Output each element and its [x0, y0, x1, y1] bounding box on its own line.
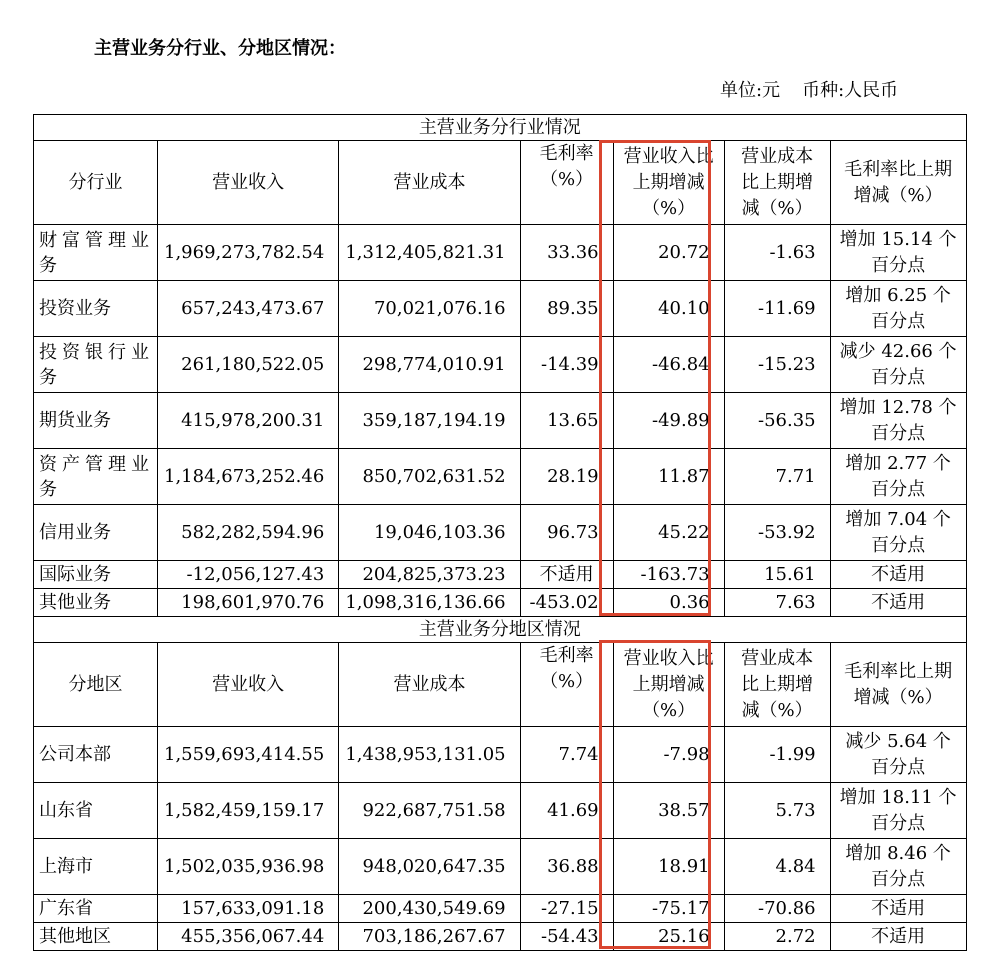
column-header: 营业成本: [339, 141, 520, 225]
cell-value: 1,969,273,782.54: [158, 225, 339, 281]
cell-value: 703,186,267.67: [339, 923, 520, 951]
currency-label: 币种:人民币: [802, 80, 899, 101]
cell-value: 减少 5.64 个百分点: [830, 727, 966, 783]
cell-value: -15.23: [724, 337, 830, 393]
cell-value: 41.69: [520, 783, 613, 839]
table-row: [34, 225, 967, 281]
row-label: 其他业务: [34, 589, 158, 617]
cell-value: 261,180,522.05: [158, 337, 339, 393]
row-label: 投资银行业务: [34, 337, 158, 393]
cell-value: 11.87: [613, 449, 724, 505]
cell-value: 1,438,953,131.05: [339, 727, 520, 783]
cell-value: 298,774,010.91: [339, 337, 520, 393]
column-header: 毛利率（%）: [520, 141, 613, 225]
cell-value: 157,633,091.18: [158, 895, 339, 923]
cell-value: 5.73: [724, 783, 830, 839]
column-header: 分地区: [34, 643, 158, 727]
industry-section-title: 主营业务分行业情况: [34, 115, 967, 141]
cell-value: 70,021,076.16: [339, 281, 520, 337]
cell-value: 89.35: [520, 281, 613, 337]
cell-value: 20.72: [613, 225, 724, 281]
cell-value: -1.63: [724, 225, 830, 281]
row-label: 信用业务: [34, 505, 158, 561]
column-header: 分行业: [34, 141, 158, 225]
row-label: 其他地区: [34, 923, 158, 951]
column-header: 营业收入: [158, 141, 339, 225]
main-business-table: [33, 114, 967, 951]
cell-value: -49.89: [613, 393, 724, 449]
cell-value: 增加 7.04 个百分点: [830, 505, 966, 561]
cell-value: 7.71: [724, 449, 830, 505]
column-header: 营业成本比上期增减（%）: [724, 141, 830, 225]
cell-value: 1,184,673,252.46: [158, 449, 339, 505]
cell-value: 13.65: [520, 393, 613, 449]
cell-value: 25.16: [613, 923, 724, 951]
cell-value: 1,559,693,414.55: [158, 727, 339, 783]
table-row: [34, 337, 967, 393]
cell-value: 1,312,405,821.31: [339, 225, 520, 281]
industry-header-row: [34, 141, 967, 225]
cell-value: 不适用: [830, 561, 966, 589]
row-label: 广东省: [34, 895, 158, 923]
cell-value: -70.86: [724, 895, 830, 923]
cell-value: 38.57: [613, 783, 724, 839]
cell-value: 7.63: [724, 589, 830, 617]
cell-value: 0.36: [613, 589, 724, 617]
column-header: 营业收入: [158, 643, 339, 727]
cell-value: -12,056,127.43: [158, 561, 339, 589]
cell-value: 增加 12.78 个百分点: [830, 393, 966, 449]
cell-value: 1,502,035,936.98: [158, 839, 339, 895]
cell-value: 不适用: [830, 589, 966, 617]
cell-value: 18.91: [613, 839, 724, 895]
cell-value: 948,020,647.35: [339, 839, 520, 895]
row-label: 期货业务: [34, 393, 158, 449]
table-row: [34, 727, 967, 783]
unit-line: [720, 76, 920, 102]
cell-value: -163.73: [613, 561, 724, 589]
row-label: 国际业务: [34, 561, 158, 589]
cell-value: -27.15: [520, 895, 613, 923]
cell-value: 359,187,194.19: [339, 393, 520, 449]
cell-value: 40.10: [613, 281, 724, 337]
row-label: 财富管理业务: [34, 225, 158, 281]
row-label: 公司本部: [34, 727, 158, 783]
table-body: [34, 115, 967, 951]
cell-value: 850,702,631.52: [339, 449, 520, 505]
region-section-title: 主营业务分地区情况: [34, 617, 967, 643]
cell-value: 增加 18.11 个百分点: [830, 783, 966, 839]
row-label: 投资业务: [34, 281, 158, 337]
table-row: [34, 561, 967, 589]
row-label: 资产管理业务: [34, 449, 158, 505]
cell-value: 15.61: [724, 561, 830, 589]
cell-value: 增加 8.46 个百分点: [830, 839, 966, 895]
cell-value: -54.43: [520, 923, 613, 951]
cell-value: -14.39: [520, 337, 613, 393]
cell-value: 1,582,459,159.17: [158, 783, 339, 839]
table-row: [34, 923, 967, 951]
cell-value: 减少 42.66 个百分点: [830, 337, 966, 393]
cell-value: 不适用: [830, 895, 966, 923]
cell-value: 198,601,970.76: [158, 589, 339, 617]
table-row: [34, 839, 967, 895]
unit-label: 单位:元: [720, 80, 781, 101]
table-row: [34, 783, 967, 839]
table-row: [34, 505, 967, 561]
cell-value: -7.98: [613, 727, 724, 783]
cell-value: 不适用: [520, 561, 613, 589]
cell-value: 415,978,200.31: [158, 393, 339, 449]
column-header: 营业成本比上期增减（%）: [724, 643, 830, 727]
cell-value: 45.22: [613, 505, 724, 561]
row-label: 山东省: [34, 783, 158, 839]
cell-value: 36.88: [520, 839, 613, 895]
cell-value: -75.17: [613, 895, 724, 923]
cell-value: 增加 2.77 个百分点: [830, 449, 966, 505]
cell-value: 增加 6.25 个百分点: [830, 281, 966, 337]
cell-value: 96.73: [520, 505, 613, 561]
row-label: 上海市: [34, 839, 158, 895]
table-row: [34, 589, 967, 617]
cell-value: 200,430,549.69: [339, 895, 520, 923]
cell-value: 657,243,473.67: [158, 281, 339, 337]
cell-value: -46.84: [613, 337, 724, 393]
column-header: 毛利率（%）: [520, 643, 613, 727]
cell-value: 1,098,316,136.66: [339, 589, 520, 617]
region-header-row: [34, 643, 967, 727]
cell-value: -453.02: [520, 589, 613, 617]
cell-value: 增加 15.14 个百分点: [830, 225, 966, 281]
cell-value: -56.35: [724, 393, 830, 449]
region-section-row: [34, 617, 967, 643]
industry-section-row: [34, 115, 967, 141]
column-header: 毛利率比上期增减（%）: [830, 141, 966, 225]
cell-value: 2.72: [724, 923, 830, 951]
cell-value: 455,356,067.44: [158, 923, 339, 951]
cell-value: 28.19: [520, 449, 613, 505]
table-row: [34, 393, 967, 449]
page-title: 主营业务分行业、分地区情况：: [94, 38, 346, 59]
cell-value: 204,825,373.23: [339, 561, 520, 589]
cell-value: 不适用: [830, 923, 966, 951]
table-row: [34, 449, 967, 505]
column-header: 毛利率比上期增减（%）: [830, 643, 966, 727]
cell-value: -11.69: [724, 281, 830, 337]
cell-value: -1.99: [724, 727, 830, 783]
cell-value: 19,046,103.36: [339, 505, 520, 561]
column-header: 营业收入比上期增减（%）: [613, 643, 724, 727]
cell-value: 4.84: [724, 839, 830, 895]
cell-value: -53.92: [724, 505, 830, 561]
cell-value: 7.74: [520, 727, 613, 783]
cell-value: 33.36: [520, 225, 613, 281]
table-row: [34, 895, 967, 923]
cell-value: 922,687,751.58: [339, 783, 520, 839]
table-row: [34, 281, 967, 337]
cell-value: 582,282,594.96: [158, 505, 339, 561]
column-header: 营业成本: [339, 643, 520, 727]
column-header: 营业收入比上期增减（%）: [613, 141, 724, 225]
